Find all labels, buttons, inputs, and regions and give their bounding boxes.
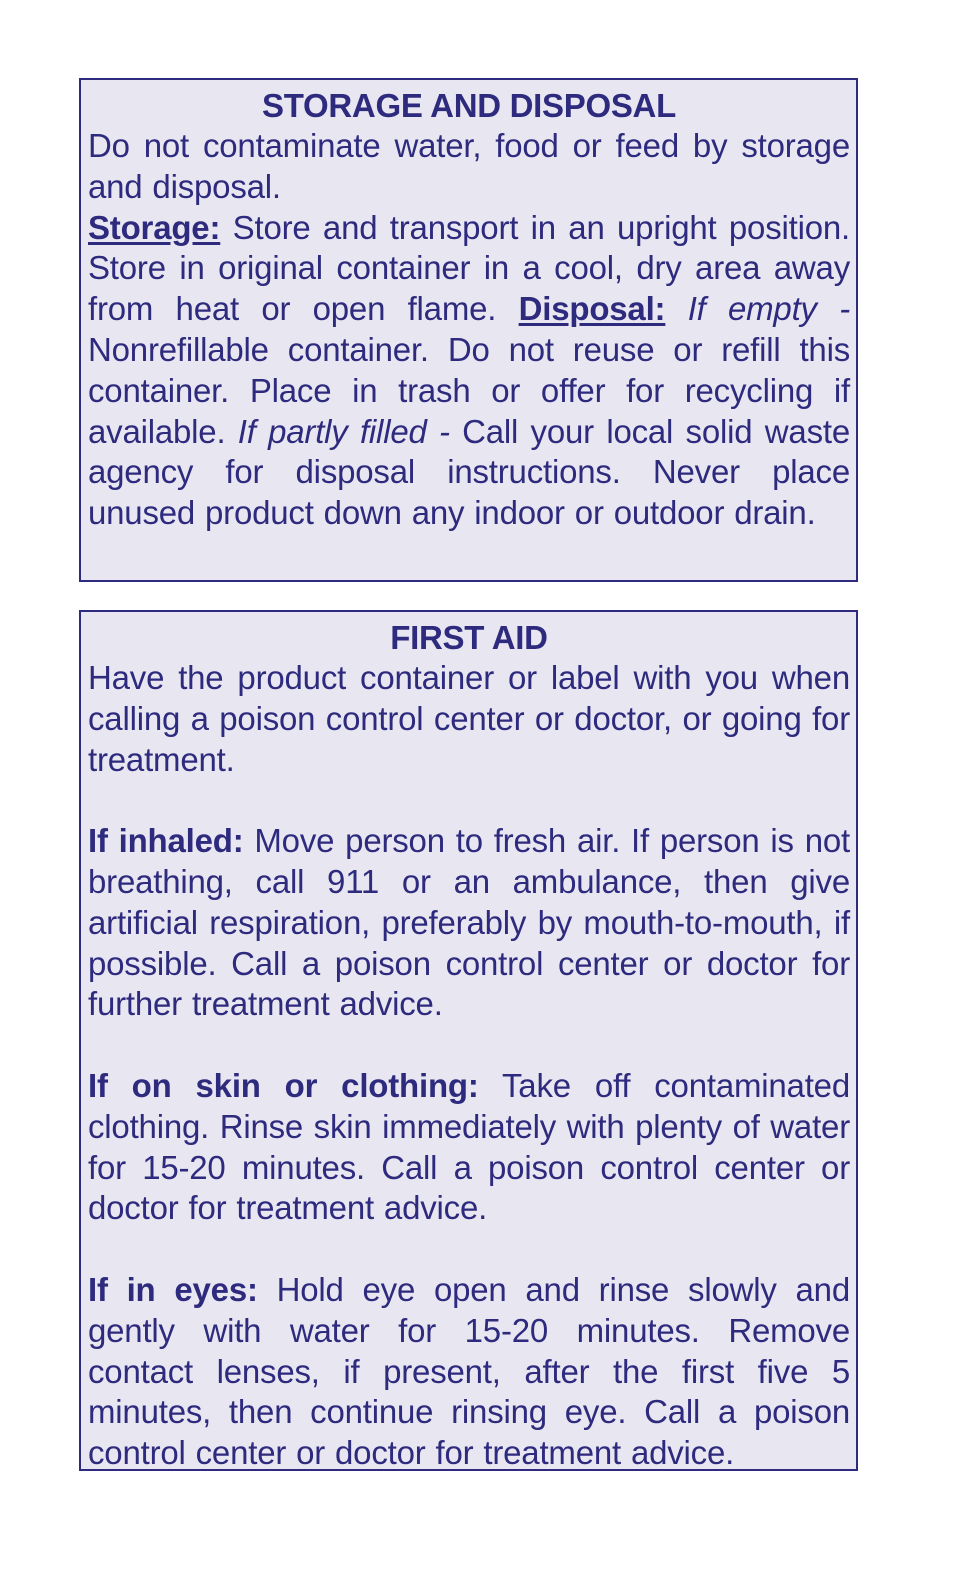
first-aid-panel: [79, 610, 858, 1471]
if-inhaled-paragraph: [88, 821, 850, 1025]
if-inhaled-heading: If inhaled:: [88, 822, 244, 860]
if-partly-filled-label: If partly filled -: [237, 412, 450, 450]
paragraph-spacer: [88, 1229, 850, 1270]
if-on-skin-heading: If on skin or clothing:: [88, 1066, 479, 1104]
storage-and-disposal-body: [88, 208, 850, 534]
storage-and-disposal-intro: Do not contaminate water, food or feed by storage and disposal.: [88, 127, 850, 205]
if-in-eyes-heading: If in eyes:: [88, 1270, 258, 1308]
first-aid-title: FIRST AID: [390, 619, 548, 656]
if-inhaled-text: Move person to fresh air. If person is not breathing, call 911 or an ambulance, then give artificial respiration, preferably by mouth-to-mouth, if possible. Call a poison control center or doctor for further treatment advice.: [88, 822, 850, 1023]
storage-heading: Storage:: [88, 208, 221, 246]
if-empty-label: If empty -: [687, 290, 850, 328]
storage-and-disposal-title: STORAGE AND DISPOSAL: [262, 87, 676, 124]
if-in-eyes-paragraph: [88, 1270, 850, 1474]
paragraph-spacer: [88, 780, 850, 821]
first-aid-intro: Have the product container or label with you when calling a poison control center or doctor, or going for treatment.: [88, 659, 850, 778]
storage-text: Store and transport in an upright position. Store in original container in a cool, dry area away from heat or open flame.: [88, 208, 850, 328]
if-on-skin-paragraph: [88, 1066, 850, 1229]
storage-and-disposal-panel: [79, 78, 858, 582]
paragraph-spacer: [88, 1025, 850, 1066]
if-partly-filled-text: Call your local solid waste agency for disposal instructions. Never place unused product down any indoor or outdoor drain.: [88, 412, 850, 532]
disposal-heading: Disposal:: [518, 290, 666, 328]
if-empty-text: Nonrefillable container. Do not reuse or refill this container. Place in trash or offer for recycling if available.: [88, 330, 850, 450]
if-in-eyes-text: Hold eye open and rinse slowly and gently with water for 15-20 minutes. Remove contact lenses, if present, after the first five 5 minutes, then continue rinsing eye. Call a poison control center or doctor for treatment advice.: [88, 1270, 850, 1472]
if-on-skin-text: Take off contaminated clothing. Rinse skin immediately with plenty of water for 15-20 minutes. Call a poison control center or doctor for treatment advice.: [88, 1066, 850, 1227]
